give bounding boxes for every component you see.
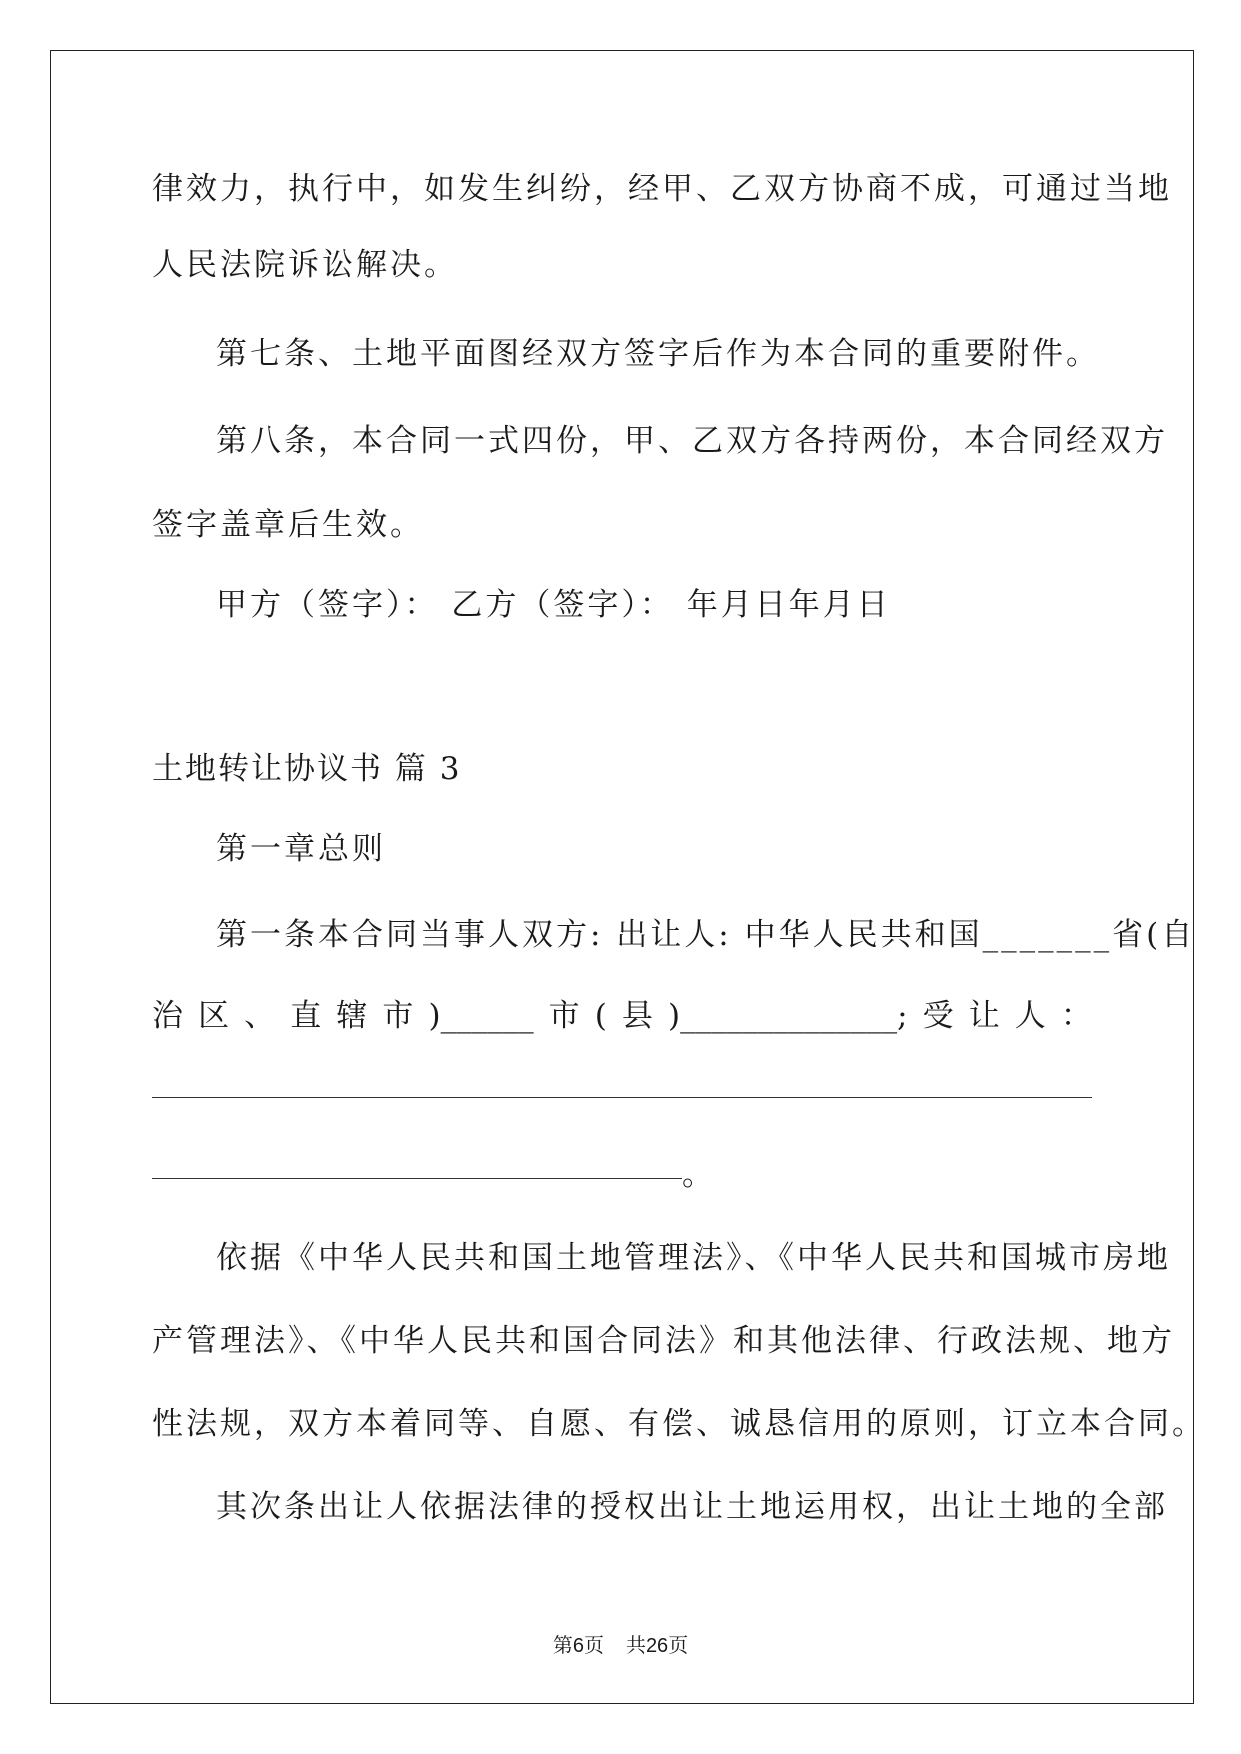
footer-total-suffix: 页 <box>668 1635 689 1657</box>
chapter-title: 第一章总则 <box>216 831 386 867</box>
text-fragment: 受 <box>922 998 954 1034</box>
footer-total-pages: 26 <box>645 1635 669 1657</box>
paragraph-line: 律效力，执行中，如发生纠纷，经甲、乙双方协商不成，可通过当地 <box>152 171 1172 207</box>
blank-underline <box>152 1178 682 1179</box>
text-fragment: 辖 <box>336 998 368 1034</box>
signature-line: 甲方（签字）： 乙方（签字）： 年月日年月日 <box>216 587 891 623</box>
basis-line: 依据《中华人民共和国土地管理法》、《中华人民共和国城市房地 <box>216 1240 1171 1276</box>
text-fragment: 治 <box>152 998 183 1034</box>
basis-line: 产管理法》、《中华人民共和国合同法》和其他法律、行政法规、地方 <box>152 1323 1175 1359</box>
basis-line: 性法规，双方本着同等、自愿、有偿、诚恳信用的原则，订立本合同。 <box>152 1406 1206 1442</box>
blank-underline <box>152 1097 1092 1098</box>
paragraph-line: 人民法院诉讼解决。 <box>152 247 458 283</box>
text-fragment: 直 <box>290 998 322 1034</box>
page-footer <box>0 1634 1241 1658</box>
article-1-justified-line <box>152 996 1092 1036</box>
article-8-line: 签字盖章后生效。 <box>152 507 424 543</box>
section-title: 土地转让协议书 篇 3 <box>152 751 462 787</box>
article-2-line: 其次条出让人依据法律的授权出让土地运用权，出让土地的全部 <box>216 1489 1168 1525</box>
footer-page-suffix: 页 <box>583 1635 604 1657</box>
period-mark: 。 <box>682 1157 716 1193</box>
footer-page-number: 6 <box>572 1635 584 1657</box>
text-fragment: )______________; <box>668 998 908 1034</box>
article-7: 第七条、土地平面图经双方签字后作为本合同的重要附件。 <box>216 336 1100 372</box>
text-fragment: )______ <box>428 998 534 1034</box>
text-fragment: ( <box>594 998 607 1034</box>
text-fragment: 让 <box>968 998 1000 1034</box>
article-1-line: 第一条本合同当事人双方: 出让人: 中华人民共和国_______省(自 <box>216 917 1196 953</box>
text-fragment: 、 <box>244 998 276 1034</box>
text-fragment: 市 <box>548 998 580 1034</box>
text-fragment: ： <box>1060 998 1092 1034</box>
footer-prefix: 第 <box>552 1635 573 1657</box>
article-8-line: 第八条，本合同一式四份，甲、乙双方各持两份，本合同经双方 <box>216 423 1168 459</box>
text-fragment: 人 <box>1014 998 1046 1034</box>
footer-total-prefix: 共 <box>625 1635 646 1657</box>
text-fragment: 市 <box>382 998 414 1034</box>
text-fragment: 区 <box>198 998 230 1034</box>
text-fragment: 县 <box>621 998 653 1034</box>
page-border <box>50 50 1206 1704</box>
